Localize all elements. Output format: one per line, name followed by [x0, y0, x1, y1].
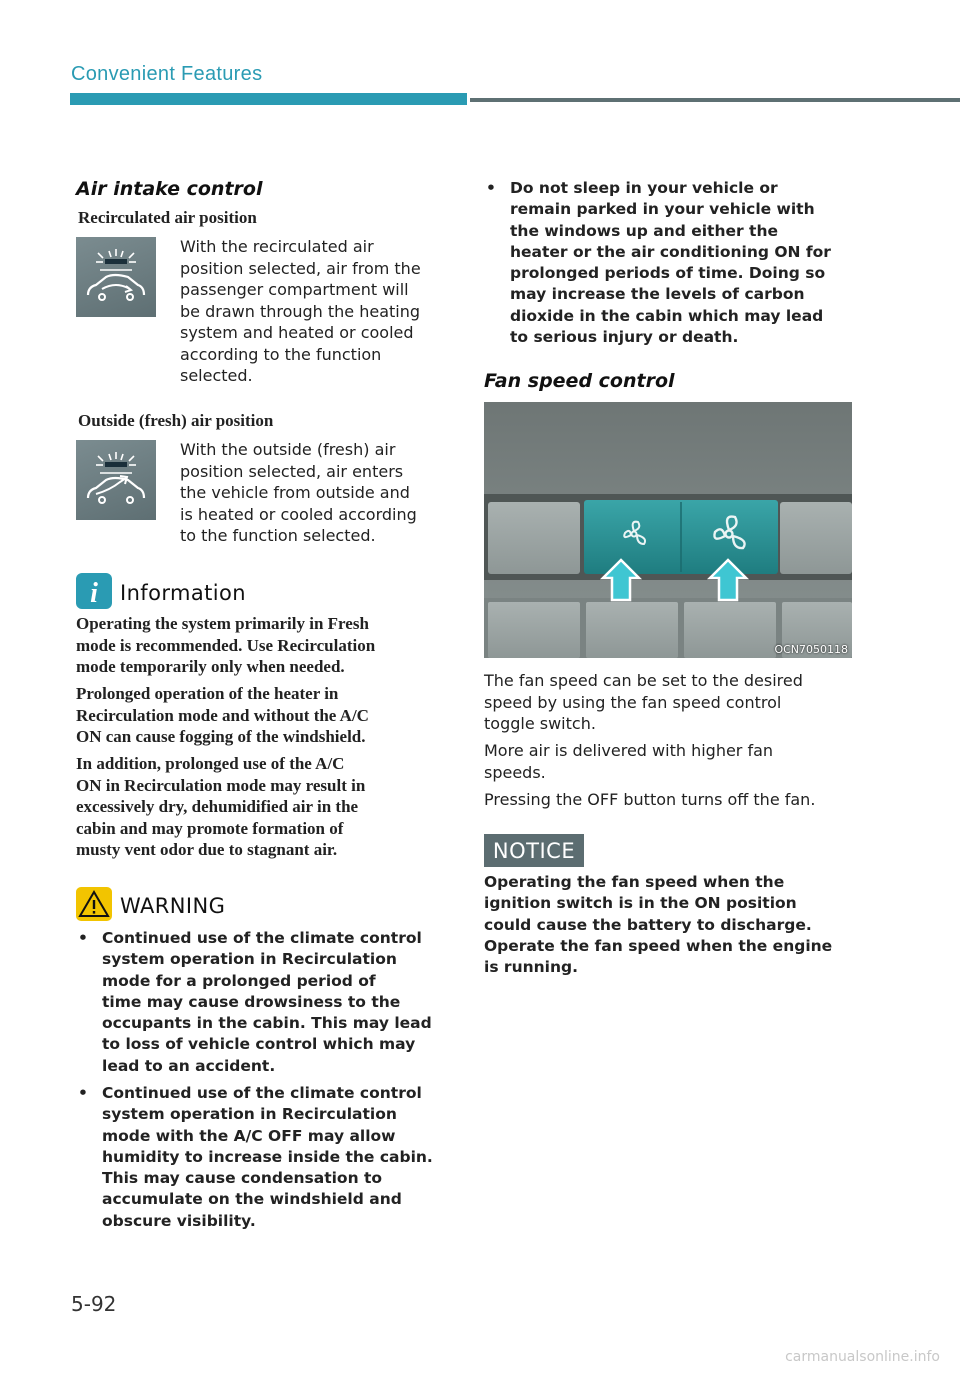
- fresh-air-heading: Outside (fresh) air position: [78, 411, 274, 430]
- svg-text:i: i: [90, 578, 98, 609]
- warning-header: [76, 887, 225, 925]
- photo-code: OCN7050118: [774, 643, 848, 656]
- warning-bullet-2: • Continued use of the climate control system operation in Recirculation mode with the A/C OFF may allow humidity to increase inside the cabin. This may cause condensation to accumulate on the windshield and obscure visibility.: [78, 1084, 433, 1230]
- information-paragraph-2: Prolonged operation of the heater in Recirculation mode and without the A/C ON can cause fogging of the windshield.: [76, 684, 369, 746]
- fresh-air-description: With the outside (fresh) air position selected, air enters the vehicle from outside and is heated or cooled according to the function selected.: [180, 440, 417, 545]
- notice-badge: NOTICE: [484, 834, 584, 867]
- page-number: 5-92: [71, 1292, 117, 1316]
- information-header: [76, 573, 246, 613]
- fan-speed-paragraph-1: The fan speed can be set to the desired speed by using the fan speed control toggle switch.: [484, 671, 803, 733]
- recirculated-air-icon: [76, 237, 156, 317]
- air-intake-heading: Air intake control: [76, 178, 263, 200]
- notice-text: Operating the fan speed when the ignition switch is in the ON position could cause the battery to discharge. Operate the fan speed when the engine is running.: [484, 873, 833, 977]
- fan-speed-switch-photo: [484, 402, 852, 658]
- information-paragraph-1: Operating the system primarily in Fresh mode is recommended. Use Recirculation mode temporarily only when needed.: [76, 614, 376, 676]
- warning-bullet-1: • Continued use of the climate control system operation in Recirculation mode for a prolonged period of time may cause drowsiness to the occupants in the cabin. This may lead to loss of vehicle control which may lead to an accident.: [78, 929, 432, 1075]
- information-icon: [76, 573, 112, 613]
- warning-title: WARNING: [120, 894, 226, 918]
- information-title: Information: [120, 581, 246, 605]
- section-title: Convenient Features: [71, 63, 263, 85]
- fresh-air-icon: [76, 440, 156, 520]
- fan-speed-paragraph-2: More air is delivered with higher fan speeds.: [484, 741, 774, 782]
- header-rule: [470, 98, 960, 102]
- watermark: carmanualsonline.info: [785, 1349, 940, 1365]
- fan-speed-heading: Fan speed control: [484, 370, 675, 392]
- warning-bullet-3: • Do not sleep in your vehicle or remain parked in your vehicle with the windows up and either the heater or the air conditioning ON for prolonged periods of time. Doing so may increase the levels of carbon dioxide in the cabin which may lead to serious injury or death.: [486, 179, 831, 347]
- information-paragraph-3: In addition, prolonged use of the A/C ON in Recirculation mode may result in excessively dry, dehumidified air in the cabin and may promote formation of musty vent odor due to stagnant air.: [76, 754, 366, 859]
- fan-speed-paragraph-3: Pressing the OFF button turns off the fan.: [484, 790, 816, 809]
- warning-icon: [76, 887, 112, 925]
- header-accent-bar: [70, 93, 467, 105]
- recirculated-air-heading: Recirculated air position: [78, 208, 257, 227]
- recirculated-air-description: With the recirculated air position selected, air from the passenger compartment will be drawn through the heating system and heated or cooled according to the function selected.: [180, 237, 421, 385]
